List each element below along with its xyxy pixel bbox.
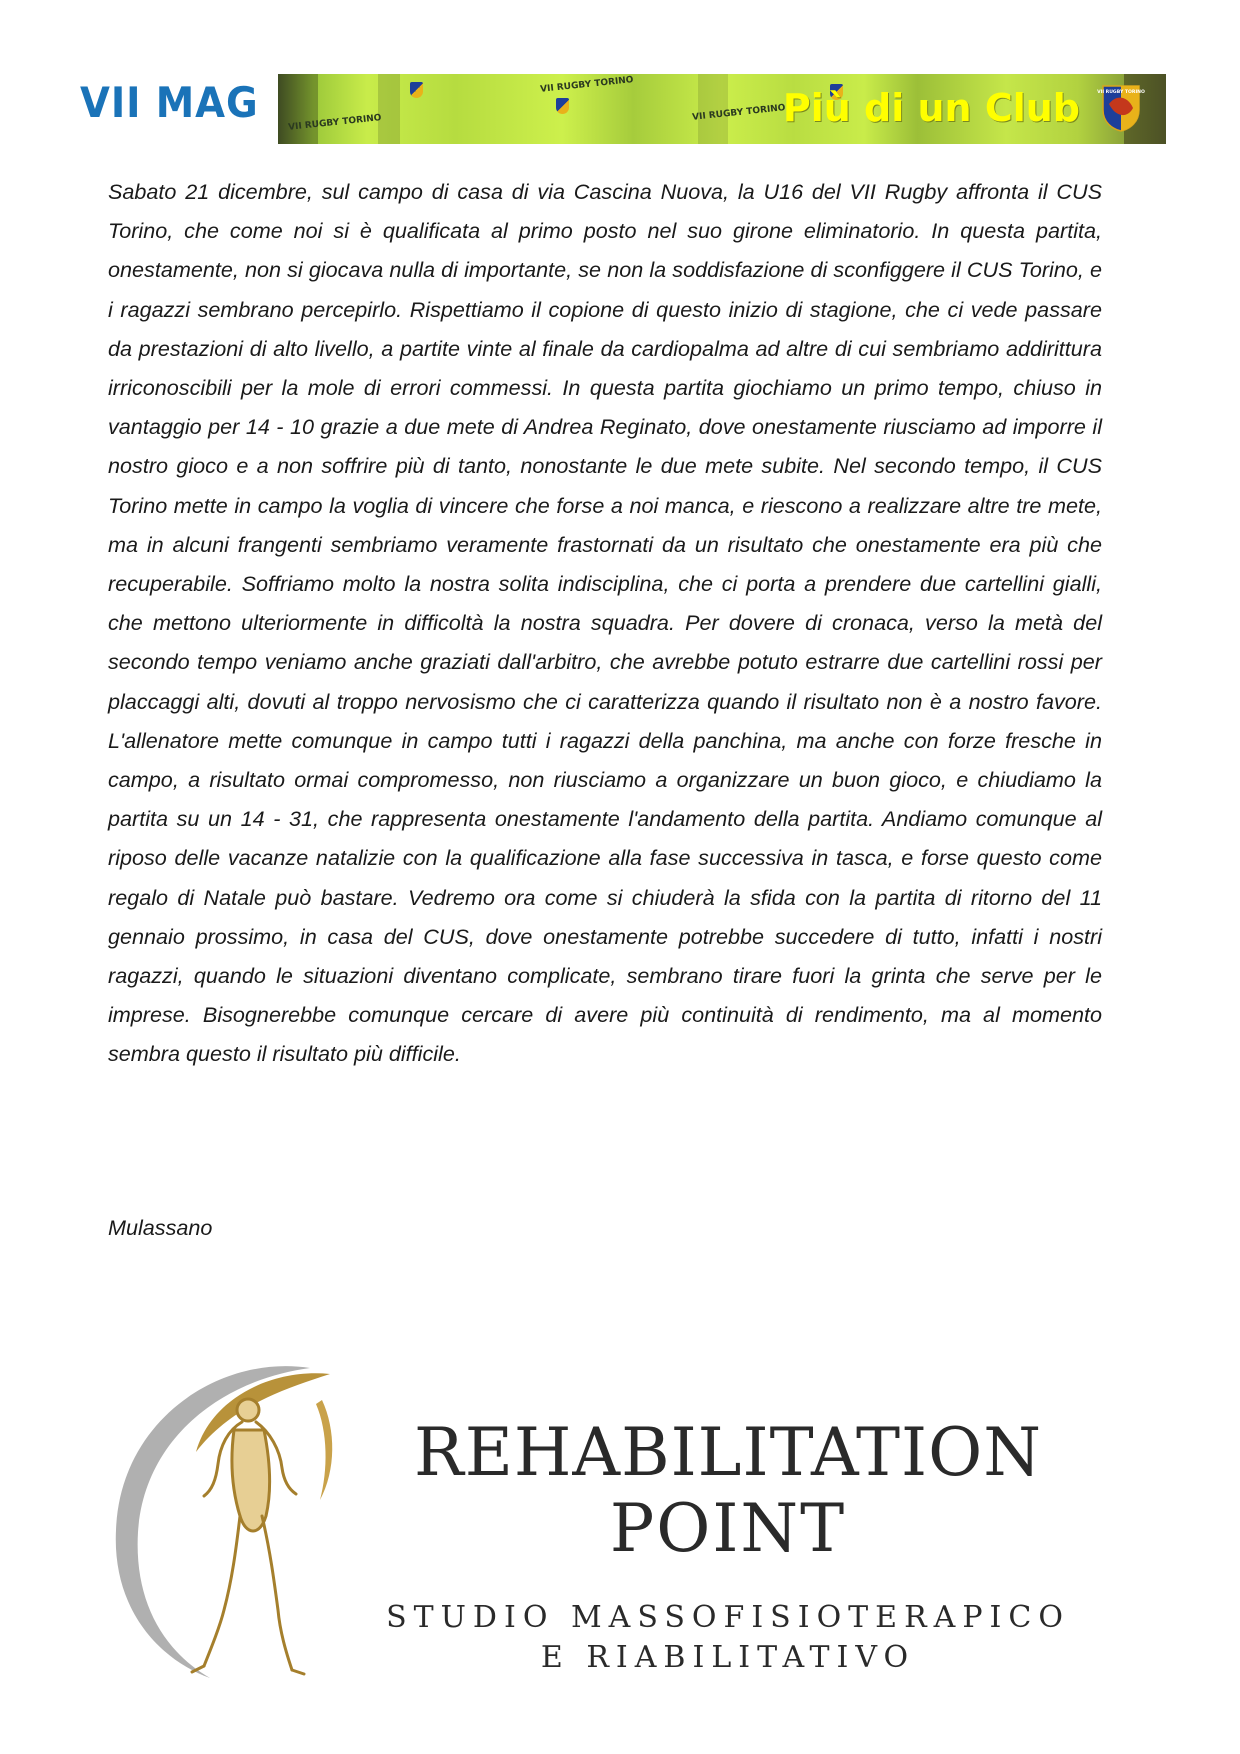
section-title: Più di un Club xyxy=(782,86,1080,130)
banner-shadow xyxy=(378,74,400,144)
jersey-print: VII RUGBY TORINO xyxy=(539,75,634,95)
sponsor-tagline-line2: E RIABILITATIVO xyxy=(540,1640,916,1675)
club-crest-icon xyxy=(1097,84,1145,132)
rehabilitation-figure-icon xyxy=(100,1360,360,1680)
sponsor-name xyxy=(368,1415,1088,1567)
header-banner xyxy=(278,74,1166,144)
article-body xyxy=(108,172,1102,1074)
sponsor-tagline xyxy=(368,1598,1088,1678)
jersey-crest-icon xyxy=(410,82,423,98)
article-author: Mulassano xyxy=(108,1215,213,1240)
sponsor-tagline-line1: STUDIO MASSOFISIOTERAPICO xyxy=(386,1600,1070,1635)
magazine-title: VII MAG xyxy=(80,78,259,127)
jersey-crest-icon xyxy=(556,98,569,114)
crest-label: VII RUGBY TORINO xyxy=(1097,90,1145,95)
sponsor-name-line2: POINT xyxy=(609,1490,847,1567)
banner-shadow-left xyxy=(278,74,318,144)
article-paragraph: Sabato 21 dicembre, sul campo di casa di via Cascina Nuova, la U16 del VII Rugby affronta il CUS Torino, che come noi si è qualificata al primo posto nel suo girone eliminatorio. In questa partita, onestamente, non si giocava nulla di importante, se non la soddisfazione di sconfiggere il CUS Torino, e i ragazzi sembrano percepirlo. Rispettiamo il copione di questo inizio di stagione, che ci vede passare da prestazioni di alto livello, a partite vinte al finale da cardiopalma ad altre di cui sembriamo addirittura irriconoscibili per la mole di errori commessi. In questa partita giochiamo un primo tempo, chiuso in vantaggio per 14 - 10 grazie a due mete di Andrea Reginato, dove onestamente riusciamo ad imporre il nostro gioco e a non soffrire più di tanto, nonostante le due mete subite. Nel secondo tempo, il CUS Torino mette in campo la voglia di vincere che forse a noi manca, e riescono a realizzare altre tre mete, ma in alcuni frangenti sembriamo veramente frastornati da un risultato che onestamente era più che recuperabile. Soffriamo molto la nostra solita indisciplina, che ci porta a prendere due cartellini gialli, che mettono ulteriormente in difficoltà la nostra squadra. Per dovere di cronaca, verso la metà del secondo tempo veniamo anche graziati dall'arbitro, che avrebbe potuto estrarre due cartellini rossi per placcaggi alti, dovuti al troppo nervosismo che ci caratterizza quando il risultato non è a nostro favore. L'allenatore mette comunque in campo tutti i ragazzi della panchina, ma anche con forze fresche in campo, a risultato ormai compromesso, non riusciamo a organizzare un buon gioco, e chiudiamo la partita su un 14 - 31, che rappresenta onestamente l'andamento della partita. Andiamo comunque al riposo delle vacanze natalizie con la qualificazione alla fase successiva in tasca, e forse questo come regalo di Natale può bastare. Vedremo ora come si chiuderà la sfida con la partita di ritorno del 11 gennaio prossimo, in casa del CUS, dove onestamente potrebbe succedere di tutto, infatti i nostri ragazzi, quando le situazioni diventano complicate, sembrano tirare fuori la grinta che serve per le imprese. Bisognerebbe comunque cercare di avere più continuità di rendimento, ma al momento sembra questo il risultato più difficile. xyxy=(108,179,1102,1067)
jersey-print: VII RUGBY TORINO xyxy=(691,103,786,123)
jersey-print: VII RUGBY TORINO xyxy=(287,113,382,133)
sponsor-name-line1: REHABILITATION xyxy=(414,1414,1042,1491)
